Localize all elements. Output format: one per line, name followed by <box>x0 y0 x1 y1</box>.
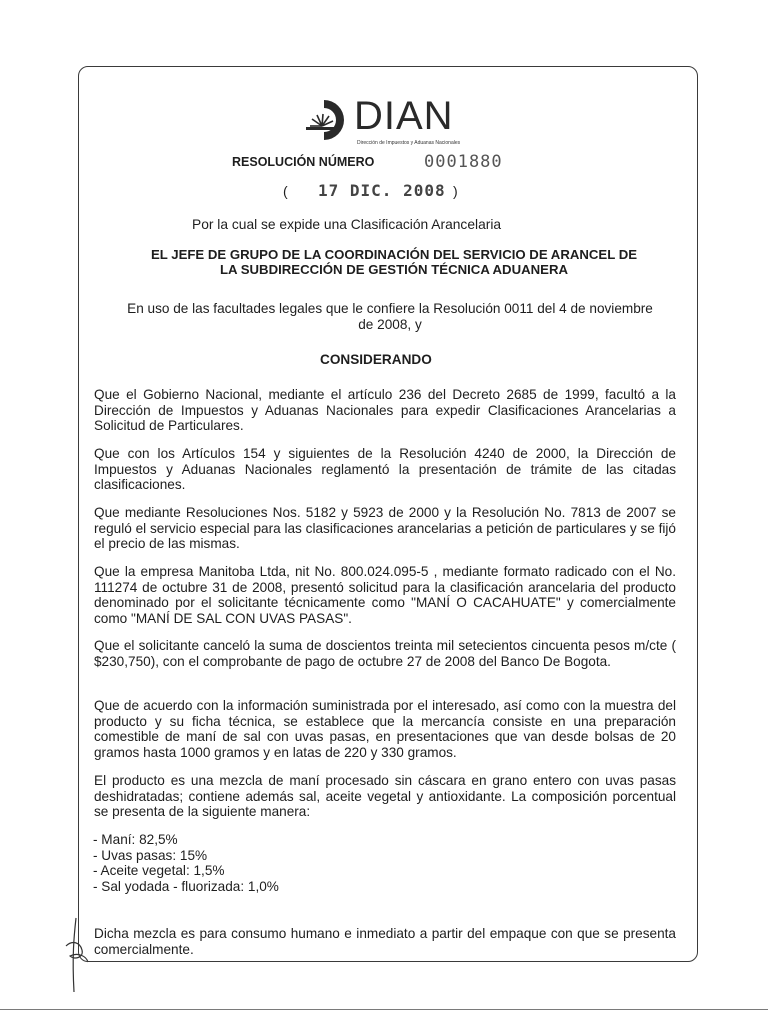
paragraph-7: El producto es una mezcla de maní procesado sin cáscara en grano entero con uvas pasas deshidratadas; contiene además sal, aceite vegetal y antioxidante. La composición porcentual se presenta de la siguiente manera: <box>94 773 676 819</box>
paragraph-3: Que mediante Resoluciones Nos. 5182 y 5923 de 2000 y la Resolución No. 7813 de 2007 se reguló el servicio especial para las clasificaciones arancelarias a petición de particulares y se fijó el precio de las mismas. <box>94 505 676 551</box>
paragraph-5: Que el solicitante canceló la suma de doscientos treinta mil setecientos cincuenta pesos m/cte ( $230,750), con el comprobante de pago de octubre 27 de 2008 del Banco De Bogota. <box>94 638 676 669</box>
resolution-label: RESOLUCIÓN NÚMERO <box>232 155 375 169</box>
paragraph-6: Que de acuerdo con la información suministrada por el interesado, así como con la muestra del producto y su ficha técnica, se establece que la mercancía consiste en una preparación comestible de maní de sal con uvas pasas, en presentaciones que van desde bolsas de 20 gramos hasta 1000 gramos y en latas de 220 y 330 gramos. <box>94 698 676 760</box>
paragraph-2: Que con los Artículos 154 y siguientes de la Resolución 4240 de 2000, la Dirección de Impuestos y Aduanas Nacionales reglamentó la presentación de trámite de las citadas clasificaciones. <box>94 446 676 492</box>
dian-logo <box>304 96 484 156</box>
date-paren-open: ( <box>283 183 288 199</box>
dian-logo-subtitle: Dirección de Impuestos y Aduanas Nacionales <box>357 140 461 146</box>
paragraph-4: Que la empresa Manitoba Ltda, nit No. 800.024.095-5 , mediante formato radicado con el No. 111274 de octubre 31 de 2008, presentó solicitud para la clasificación arancelaria del producto denominado por el solicitante técnicamente como "MANÍ O CACAHUATE" y comercialmente como "MANÍ DE SAL CON UVAS PASAS". <box>94 564 676 626</box>
composition-item-aceite: - Aceite vegetal: 1,5% <box>93 863 225 878</box>
subject-line: Por la cual se expide una Clasificación Arancelaria <box>192 217 502 232</box>
resolution-date-stamp: 17 DIC. 2008 <box>318 181 446 200</box>
paragraph-1: Que el Gobierno Nacional, mediante el artículo 236 del Decreto 2685 de 1999, facultó a la Dirección de Impuestos y Aduanas Nacionales para expedir Clasificaciones Arancelarias a Solicitud de Particulares. <box>94 387 676 433</box>
composition-item-mani: - Maní: 82,5% <box>93 832 178 847</box>
authority-heading <box>98 247 690 277</box>
powers-line-1: En uso de las facultades legales que le confiere la Resolución 0011 del 4 de noviembre <box>127 301 653 316</box>
powers-line-2: de 2008, y <box>358 316 422 332</box>
scan-edge-line <box>0 1009 768 1010</box>
powers-statement <box>88 301 692 332</box>
composition-item-uvas: - Uvas pasas: 15% <box>93 847 208 863</box>
closing-paragraph: Dicha mezcla es para consumo humano e inmediato a partir del empaque con que se presenta comercialmente. <box>94 926 676 957</box>
authority-line-2: LA SUBDIRECCIÓN DE GESTIÓN TÉCNICA ADUANERA <box>219 262 568 277</box>
considering-heading: CONSIDERANDO <box>320 352 432 367</box>
dian-emblem-icon <box>304 96 352 144</box>
resolution-number-stamp: 0001880 <box>424 152 503 172</box>
composition-list <box>93 832 493 894</box>
date-paren-close: ) <box>453 183 458 199</box>
handwritten-initials-icon <box>62 916 92 996</box>
authority-line-1: EL JEFE DE GRUPO DE LA COORDINACIÓN DEL SERVICIO DE ARANCEL DE <box>150 247 638 262</box>
composition-item-sal: - Sal yodada - fluorizada: 1,0% <box>93 878 279 894</box>
dian-logo-text: DIAN <box>354 94 454 138</box>
